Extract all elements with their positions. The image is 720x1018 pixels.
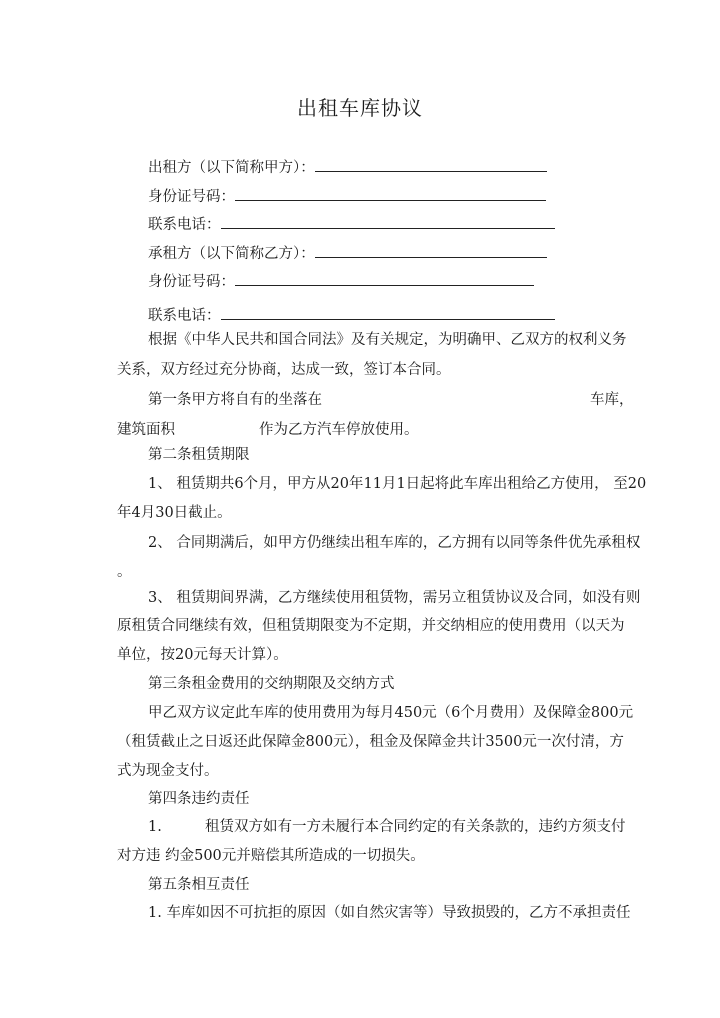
article-1-line-2a: 建筑面积 [117,422,175,438]
intro-line-2: 关系，双方经过充分协商，达成一致，签订本合同。 [117,362,451,378]
intro-line-1: 根据《中华人民共和国合同法》及有关规定，为明确甲、乙双方的权利义务 [148,332,627,348]
article-3-line-1: 甲乙双方议定此车库的使用费用为每月450元（6个月费用）及保障金800元 [148,705,634,721]
field-label: 联系电话： [148,217,221,233]
article-2-heading: 第二条租赁期限 [148,447,250,463]
article-2-p3-line-2: 原租赁合同继续有效，但租赁期限变为不定期，并交纳相应的使用费用（以天为 [117,618,625,634]
article-3-line-2: （租赁截止之日返还此保障金800元），租金及保障金共计3500元一次付清，方 [117,734,624,750]
article-1-line-1b: 车库， [590,392,634,408]
fill-blank [315,243,547,258]
article-2-p3-line-1: 3、 租赁期间界满，乙方继续使用租赁物，需另立租赁协议及合同，如没有则 [148,590,641,606]
field-label: 身份证号码： [148,274,235,290]
field-label: 联系电话： [148,308,221,324]
field-label: 身份证号码： [148,189,235,205]
article-3-line-3: 式为现金支付。 [117,763,219,779]
field-lessor-phone [148,214,555,234]
document-title: 出租车库协议 [297,96,423,120]
article-4-heading: 第四条违约责任 [148,791,250,807]
article-4-line-2: 对方违 约金500元并赔偿其所造成的一切损失。 [117,848,425,864]
article-5-line-1: 1. 车库如因不可抗拒的原因（如自然灾害等）导致损毁的，乙方不承担责任 [148,905,631,921]
fill-blank [221,305,555,320]
article-4-line-1: 租赁双方如有一方未履行本合同约定的有关条款的，违约方须支付 [205,819,626,835]
field-lessee-phone [148,305,555,325]
article-1-line-2b: 作为乙方汽车停放使用。 [259,422,419,438]
article-2-p2-line-1: 2、 合同期满后，如甲方仍继续出租车库的，乙方拥有以同等条件优先承租权 [148,535,641,551]
field-lessee-id [148,271,534,291]
fill-blank [235,186,546,201]
field-label: 承租方（以下简称乙方）： [148,246,315,262]
article-5-heading: 第五条相互责任 [148,877,250,893]
field-lessor-id [148,186,546,206]
field-lessor [148,157,547,177]
article-2-p1-line-1: 1、 租赁期共6个月，甲方从20年11月1日起将此车库出租给乙方使用， 至20 [148,476,647,492]
field-lessee [148,243,547,263]
article-2-p2-line-2: 。 [117,564,132,580]
fill-blank [315,157,547,172]
article-2-p1-line-2: 年4月30日截止。 [117,505,232,521]
article-3-heading: 第三条租金费用的交纳期限及交纳方式 [148,676,395,692]
field-label: 出租方（以下简称甲方）： [148,160,315,176]
article-2-p3-line-3: 单位，按20元每天计算）。 [117,647,288,663]
article-4-number: 1. [148,819,162,835]
article-1-line-1a: 第一条甲方将自有的坐落在 [148,392,322,408]
fill-blank [221,214,555,229]
fill-blank [235,271,534,286]
